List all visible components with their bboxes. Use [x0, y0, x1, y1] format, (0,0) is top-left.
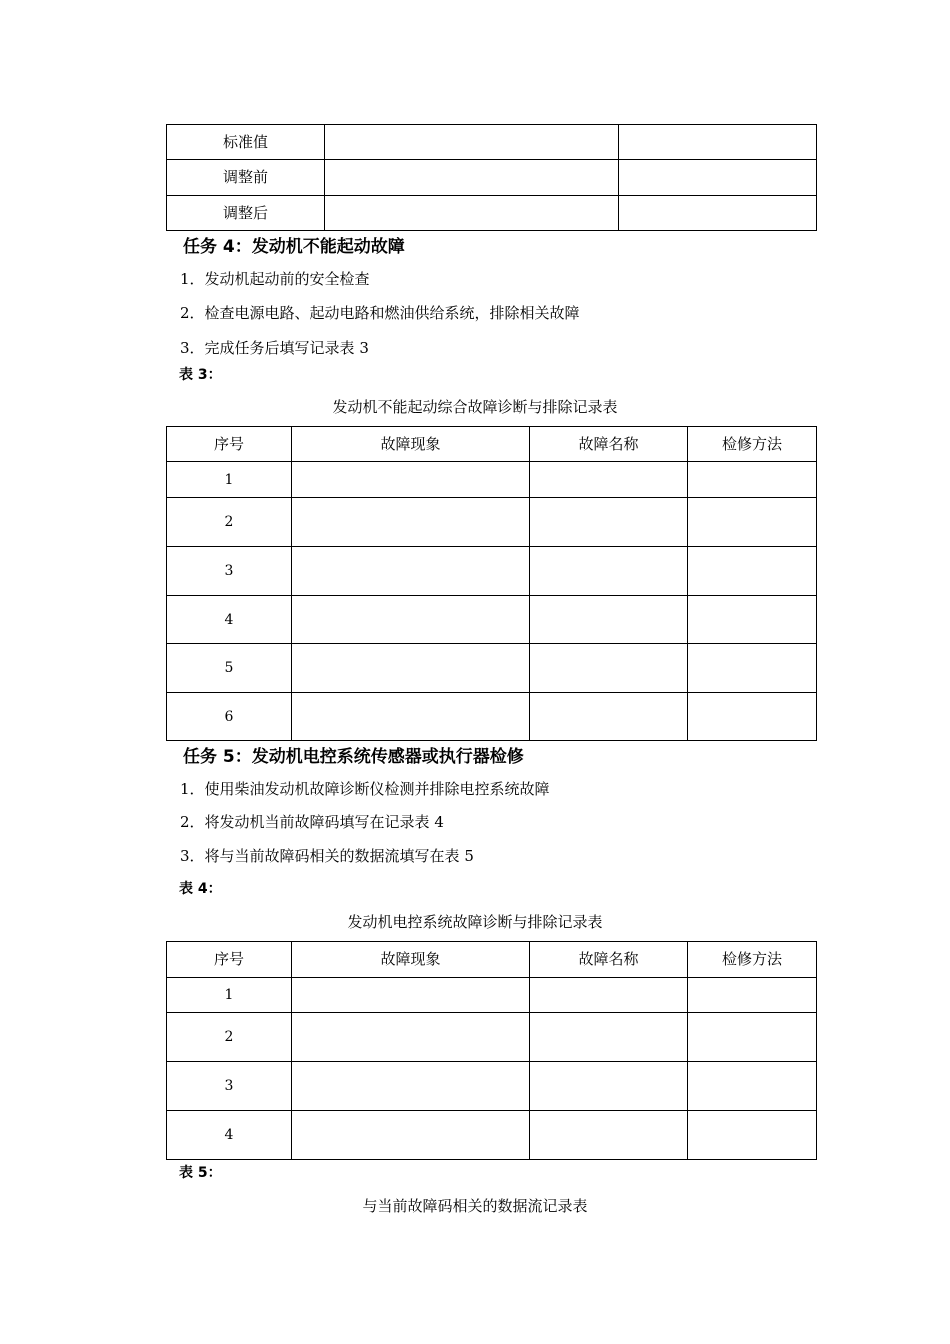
table-cell	[619, 196, 817, 231]
table-cell	[292, 547, 530, 596]
table-cell	[292, 644, 530, 693]
table-cell	[688, 1013, 817, 1062]
header-cell: 故障名称	[530, 427, 688, 462]
header-cell: 序号	[167, 942, 292, 978]
table4-caption: 发动机电控系统故障诊断与排除记录表	[347, 913, 603, 931]
row-number: 3	[167, 547, 292, 596]
header-cell: 检修方法	[688, 427, 817, 462]
header-cell: 故障现象	[292, 942, 530, 978]
table-cell	[688, 498, 817, 547]
table-cell	[292, 693, 530, 741]
task4-item-3: 3．完成任务后填写记录表 3	[180, 339, 369, 357]
table-cell-label: 调整前	[167, 160, 325, 196]
table-cell	[688, 978, 817, 1013]
table-cell	[530, 462, 688, 498]
task4-item-2: 2．检查电源电路、起动电路和燃油供给系统，排除相关故障	[180, 304, 580, 322]
row-number: 4	[167, 596, 292, 644]
table-cell	[530, 1111, 688, 1160]
header-cell: 故障现象	[292, 427, 530, 462]
table-cell	[292, 1111, 530, 1160]
table-cell	[530, 693, 688, 741]
table-cell	[688, 693, 817, 741]
table-cell	[530, 644, 688, 693]
row-number: 5	[167, 644, 292, 693]
table-cell	[292, 462, 530, 498]
task5-item-1: 1．使用柴油发动机故障诊断仪检测并排除电控系统故障	[180, 780, 550, 798]
table-cell	[530, 978, 688, 1013]
row-number: 1	[167, 462, 292, 498]
table-cell	[530, 1062, 688, 1111]
header-cell: 序号	[167, 427, 292, 462]
row-number: 2	[167, 498, 292, 547]
table-cell	[619, 125, 817, 160]
row-number: 2	[167, 1013, 292, 1062]
table3-label: 表 3：	[179, 367, 222, 383]
table-cell	[688, 547, 817, 596]
row-number: 4	[167, 1111, 292, 1160]
fault-record-table-3	[166, 426, 817, 741]
table-cell	[619, 160, 817, 196]
table-cell	[325, 125, 619, 160]
row-number: 1	[167, 978, 292, 1013]
table-cell	[325, 196, 619, 231]
table5-label: 表 5：	[179, 1165, 222, 1181]
table-cell-label: 标准值	[167, 125, 325, 160]
task5-heading: 任务 5：发动机电控系统传感器或执行器检修	[183, 747, 524, 767]
table-cell	[530, 498, 688, 547]
table-cell	[688, 1111, 817, 1160]
table-cell	[325, 160, 619, 196]
task5-item-2: 2．将发动机当前故障码填写在记录表 4	[180, 813, 444, 831]
table-cell	[530, 596, 688, 644]
table-cell	[688, 596, 817, 644]
table3-caption: 发动机不能起动综合故障诊断与排除记录表	[332, 398, 618, 416]
table-cell	[292, 1013, 530, 1062]
table-cell-label: 调整后	[167, 196, 325, 231]
fault-record-table-4	[166, 941, 817, 1160]
table-cell	[688, 462, 817, 498]
table-cell	[292, 498, 530, 547]
table-cell	[292, 1062, 530, 1111]
adjustment-table	[166, 124, 817, 231]
table-cell	[688, 1062, 817, 1111]
table-cell	[530, 1013, 688, 1062]
table-cell	[530, 547, 688, 596]
table4-label: 表 4：	[179, 881, 222, 897]
task5-item-3: 3．将与当前故障码相关的数据流填写在表 5	[180, 847, 474, 865]
task4-heading: 任务 4：发动机不能起动故障	[183, 237, 405, 257]
table-cell	[292, 596, 530, 644]
header-cell: 检修方法	[688, 942, 817, 978]
table-cell	[688, 644, 817, 693]
table5-caption: 与当前故障码相关的数据流记录表	[362, 1197, 588, 1215]
row-number: 3	[167, 1062, 292, 1111]
row-number: 6	[167, 693, 292, 741]
header-cell: 故障名称	[530, 942, 688, 978]
task4-item-1: 1．发动机起动前的安全检查	[180, 270, 370, 288]
table-cell	[292, 978, 530, 1013]
